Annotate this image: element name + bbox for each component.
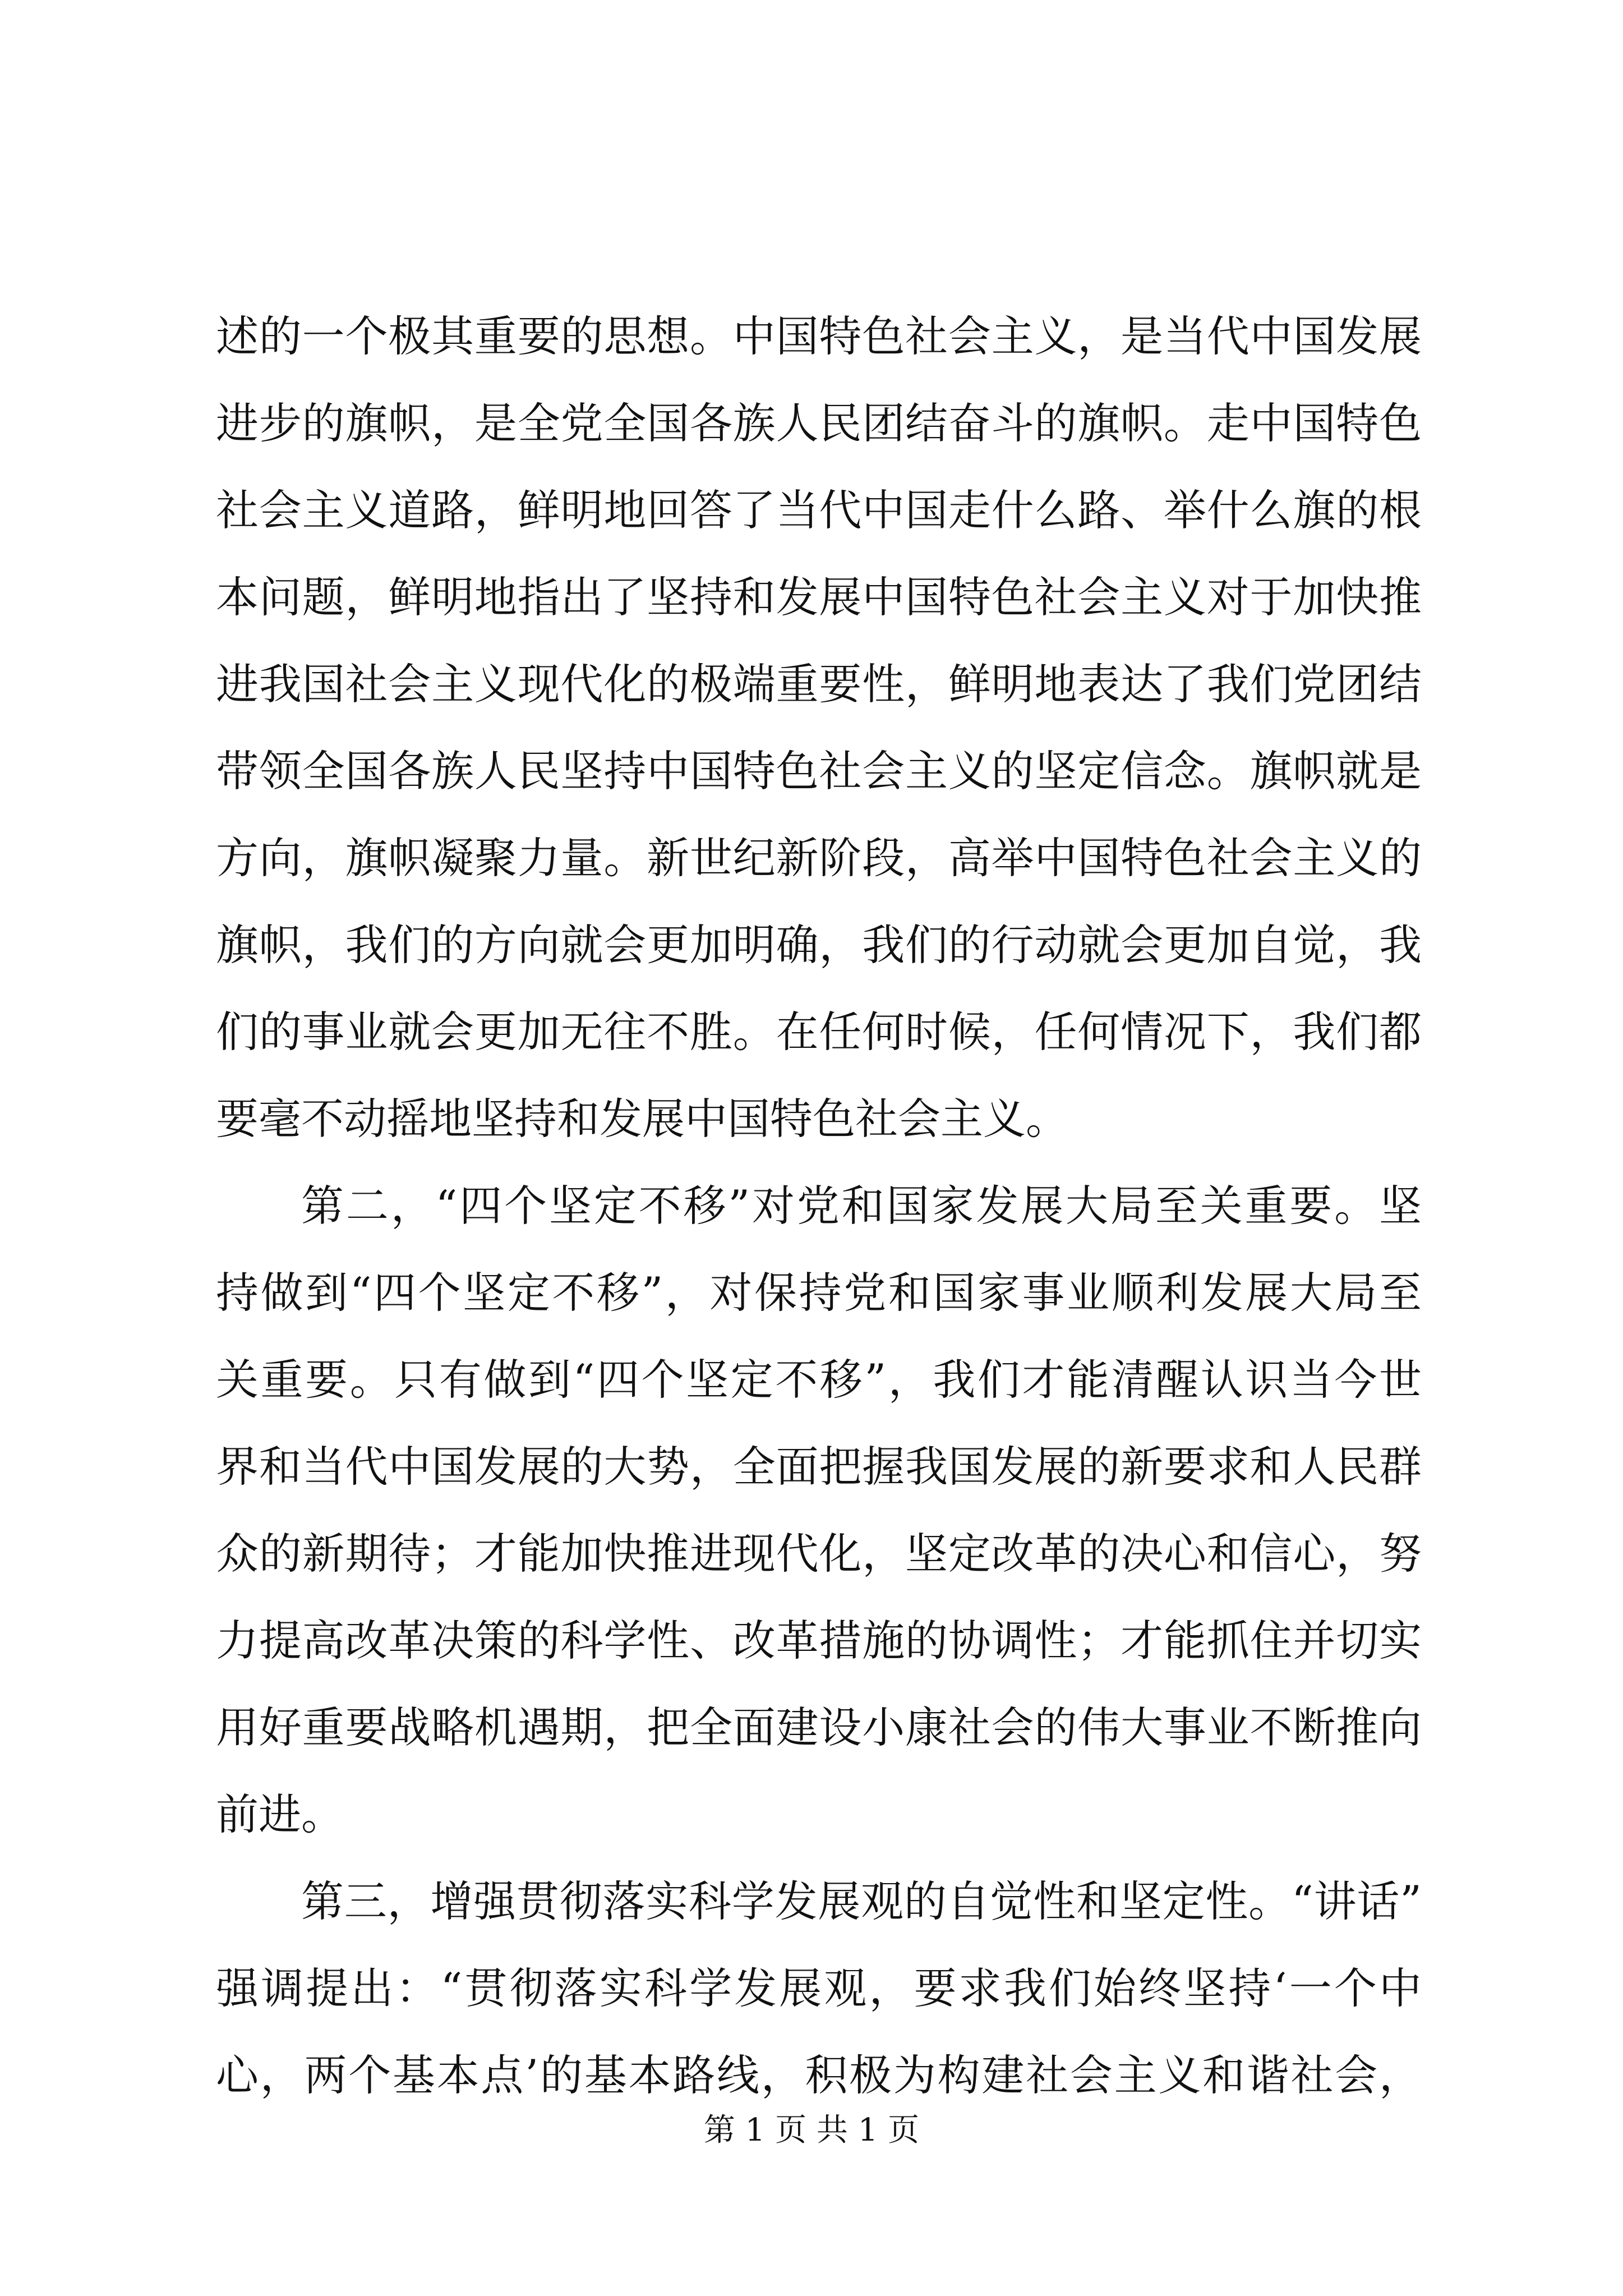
paragraph-line: 持做到“四个坚定不移”，对保持党和国家事业顺利发展大局至 [216, 1268, 1422, 1318]
paragraph-line: 方向，旗帜凝聚力量。新世纪新阶段，高举中国特色社会主义的 [216, 833, 1422, 883]
paragraph-line: 界和当代中国发展的大势，全面把握我国发展的新要求和人民群 [216, 1442, 1422, 1492]
paragraph-line: 带领全国各族人民坚持中国特色社会主义的坚定信念。旗帜就是 [216, 746, 1422, 796]
paragraph-line: 众的新期待；才能加快推进现代化，坚定改革的决心和信心，努 [216, 1529, 1422, 1579]
paragraph-line: 力提高改革决策的科学性、改革措施的协调性；才能抓住并切实 [216, 1616, 1422, 1665]
paragraph-line: 前进。 [216, 1789, 344, 1839]
page-footer: 第 1 页 共 1 页 [703, 2112, 920, 2148]
paragraph-line: 社会主义道路，鲜明地回答了当代中国走什么路、举什么旗的根 [216, 485, 1422, 535]
paragraph-line: 用好重要战略机遇期，把全面建设小康社会的伟大事业不断推向 [216, 1703, 1422, 1752]
paragraph-line: 进我国社会主义现代化的极端重要性，鲜明地表达了我们党团结 [216, 659, 1422, 709]
paragraph-line: 心，两个基本点’的基本路线，积极为构建社会主义和谐社会， [216, 2050, 1422, 2100]
paragraph-line: 要毫不动摇地坚持和发展中国特色社会主义。 [216, 1094, 1068, 1144]
paragraph-line: 强调提出：“贯彻落实科学发展观，要求我们始终坚持‘一个中 [216, 1963, 1422, 2013]
paragraph-line: 述的一个极其重要的思想。中国特色社会主义，是当代中国发展 [216, 311, 1422, 361]
paragraph-line: 进步的旗帜，是全党全国各族人民团结奋斗的旗帜。走中国特色 [216, 398, 1422, 448]
paragraph-line: 本问题，鲜明地指出了坚持和发展中国特色社会主义对于加快推 [216, 572, 1422, 622]
paragraph-line: 们的事业就会更加无往不胜。在任何时候，任何情况下，我们都 [216, 1007, 1422, 1057]
paragraph-line: 旗帜，我们的方向就会更加明确，我们的行动就会更加自觉，我 [216, 920, 1422, 970]
paragraph-line: 第三，增强贯彻落实科学发展观的自觉性和坚定性。“讲话” [301, 1876, 1422, 1926]
paragraph-line: 关重要。只有做到“四个坚定不移”，我们才能清醒认识当今世 [216, 1355, 1422, 1405]
paragraph-line: 第二，“四个坚定不移”对党和国家发展大局至关重要。坚 [301, 1181, 1422, 1231]
